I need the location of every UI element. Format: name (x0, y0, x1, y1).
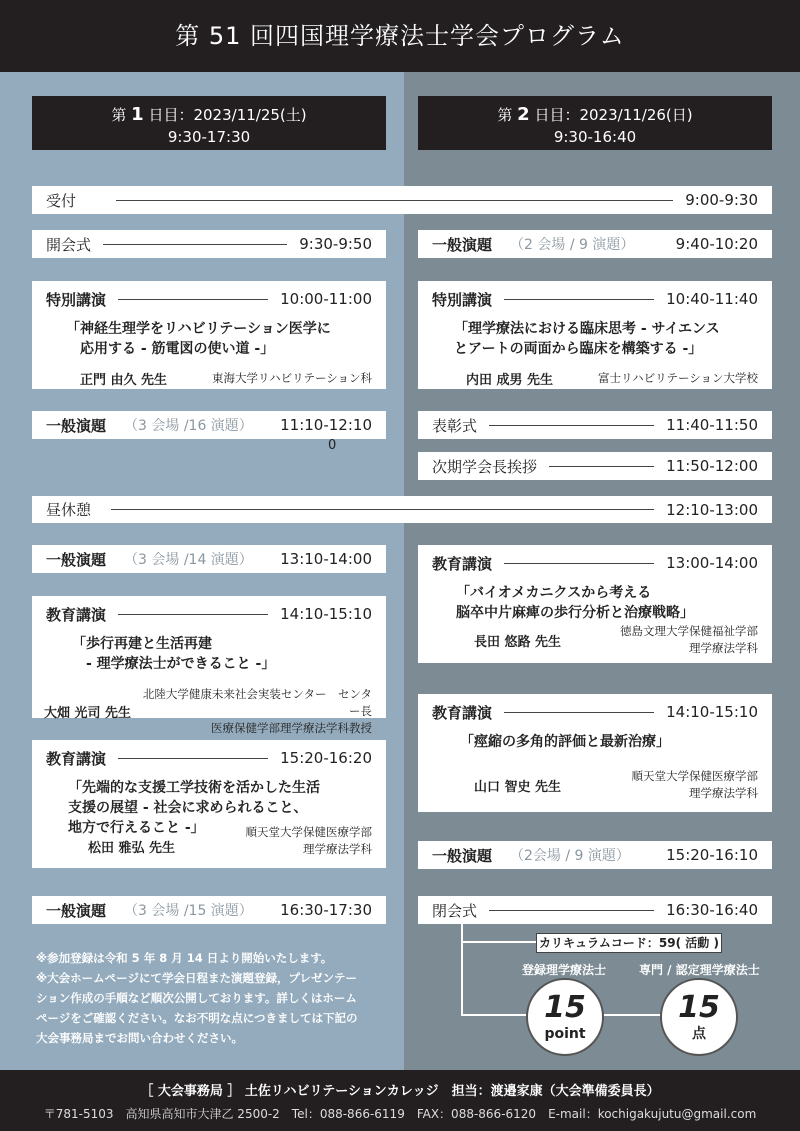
special-lecture-day2 (418, 281, 772, 389)
speaker-name: 松田 雅弘 先生 (88, 840, 176, 856)
footer (0, 1070, 800, 1131)
general-note: （2 会場 / 9 演題） (510, 237, 635, 253)
day2-date: 日目：2023/11/26(日) (534, 106, 693, 124)
specialist-pt-label: 専門 / 認定理学療法士 (639, 963, 760, 977)
points-number: 15 (678, 990, 720, 1025)
lunch-label: 昼休憩 (46, 501, 92, 519)
speaker-affiliation-line2: 医療保健学部理学療法学科教授 (211, 721, 372, 735)
general-session-3 (32, 896, 386, 924)
day2-general-session-2 (418, 841, 772, 869)
general-label: 一般演題 (46, 416, 107, 435)
general-label: 一般演題 (46, 550, 107, 569)
speaker-name: 大畑 光司 先生 (44, 706, 132, 721)
general-time: 11:10-12:10 (280, 416, 372, 434)
lunch-row (32, 496, 772, 523)
general-time: 15:20-16:10 (666, 846, 758, 864)
edu-label: 教育講演 (46, 749, 107, 768)
special-label: 特別講演 (432, 290, 493, 309)
edu-time: 13:00-14:00 (666, 554, 758, 572)
day2-prefix: 第 (497, 106, 513, 124)
points-unit: 点 (692, 1026, 706, 1042)
note-line: ※大会ホームページにて学会日程また演題登録，プレゼンテー (36, 971, 357, 985)
day2-general-session-1 (418, 230, 772, 258)
special-label: 特別講演 (46, 290, 107, 309)
closing-label: 閉会式 (432, 901, 478, 920)
special-time: 10:00-11:00 (280, 290, 372, 308)
edu-time: 14:10-15:10 (280, 605, 372, 623)
special-lecture-day1 (32, 281, 386, 389)
edu-title-line1: 「歩行再建と生活再建 (72, 636, 212, 652)
general-time: 9:40-10:20 (675, 235, 758, 253)
day1-number: 1 (131, 104, 144, 125)
edu-title-line1: 「バイオメカニクスから考える (456, 585, 652, 601)
points-number: 15 (544, 990, 586, 1025)
curriculum-code: カリキュラムコード：59( 活動 ) (536, 933, 722, 953)
general-note: （3 会場 /14 演題） (124, 552, 253, 568)
special-time: 10:40-11:40 (666, 290, 758, 308)
edu-title-line1: 「先端的な支援工学技術を活かした生活 (68, 780, 320, 796)
speaker-name: 山口 智史 先生 (474, 779, 562, 795)
note-line: ※参加登録は令和 5 年 8 月 14 日より開始いたします。 (36, 951, 333, 965)
points-unit: point (544, 1026, 586, 1042)
specialist-points-badge (660, 978, 738, 1056)
note-line: ページをご確認ください。なお不明な点につきましては下記の (36, 1011, 358, 1025)
special-title (32, 319, 386, 359)
day1-header (32, 96, 386, 150)
speaker-name: 長田 悠路 先生 (474, 634, 562, 650)
general-note: （3 会場 /15 演題） (124, 903, 253, 919)
edu-title-line2: 支援の展望 - 社会に求められること、 (68, 800, 308, 816)
footer-contact: 〒781-5103 高知県高知市大津乙 2500-2 Tel：088-866-6119 FAX：088-866-6120 E-mail：kochigakujutu@gmail.com (43, 1107, 757, 1121)
edu-title: 「痙縮の多角的評価と最新治療」 (460, 734, 670, 750)
speaker-affiliation: 東海大学リハビリテーション科 (212, 371, 372, 385)
reception-row (32, 186, 772, 214)
opening-time: 9:30-9:50 (299, 235, 372, 253)
edu-label: 教育講演 (46, 605, 107, 624)
speaker-name: 内田 成男 先生 (466, 373, 554, 388)
general-session-1 (32, 411, 386, 439)
general-note: （3 会場 /16 演題） (124, 418, 253, 434)
general-label: 一般演題 (46, 901, 107, 920)
general-note: （2会場 / 9 演題） (510, 848, 630, 864)
education-lecture-2 (32, 740, 386, 868)
closing-time: 16:30-16:40 (666, 901, 758, 919)
edu-label: 教育講演 (432, 703, 493, 722)
general-time: 13:10-14:00 (280, 550, 372, 568)
speaker-affiliation-line1: 順天堂大学保健医療学部 (245, 825, 372, 839)
special-title-line1: 「理学療法における臨床思考 - サイエンス (454, 321, 720, 337)
speaker-name: 正門 由久 先生 (80, 373, 168, 388)
day2-education-lecture-1 (418, 545, 772, 663)
day1-prefix: 第 (111, 106, 127, 124)
edu-time: 14:10-15:10 (666, 703, 758, 721)
speaker-affiliation-line1: 順天堂大学保健医療学部 (631, 769, 758, 783)
special-title-line1: 「神経生理学をリハビリテーション医学に (66, 321, 331, 337)
registration-notes (36, 948, 376, 1048)
day2-education-lecture-2 (418, 694, 772, 812)
edu-title-line3: 地方で行えること -」 (68, 820, 205, 836)
greeting-label: 次期学会長挨拶 (432, 457, 538, 476)
opening-label: 開会式 (46, 235, 92, 254)
day2-hours: 9:30-16:40 (553, 128, 637, 146)
edu-title-line2: - 理学療法士ができること -」 (86, 656, 276, 672)
general-session-2 (32, 545, 386, 573)
day2-header (418, 96, 772, 150)
day1-date: 日目：2023/11/25(土) (148, 106, 307, 124)
speaker-affiliation-line1: 北陸大学健康未来社会実装センター センター長 (142, 687, 372, 718)
note-line: 大会事務局までお問い合わせください。 (36, 1031, 243, 1045)
special-title-line2: とアートの両面から臨床を構築する -」 (454, 341, 703, 357)
registered-points-badge (526, 978, 604, 1056)
day1-hours: 9:30-17:30 (167, 128, 251, 146)
award-label: 表彰式 (432, 416, 478, 435)
note-line: ション作成の手順など順次公開しております。詳しくはホーム (36, 991, 357, 1005)
opening-row (32, 230, 386, 258)
speaker-affiliation-line2: 理学療法学科 (689, 641, 758, 655)
education-lecture-1 (32, 596, 386, 735)
registered-pt-label: 登録理学療法士 (522, 963, 607, 977)
footer-office: ［ 大会事務局 ］ 土佐リハビリテーションカレッジ 担当：渡邉家康（大会準備委員長） (140, 1084, 660, 1099)
speaker-affiliation-line2: 理学療法学科 (689, 786, 758, 800)
lunch-time: 12:10-13:00 (666, 500, 758, 519)
award-ceremony-row (418, 411, 772, 439)
edu-label: 教育講演 (432, 554, 493, 573)
speaker-affiliation-line1: 徳島文理大学保健福祉学部 (620, 624, 758, 638)
reception-time: 9:00-9:30 (685, 191, 758, 209)
speaker-affiliation: 富士リハビリテーション大学校 (598, 371, 758, 385)
general-label: 一般演題 (432, 235, 493, 254)
edu-title-line2: 脳卒中片麻痺の歩行分析と治療戦略」 (456, 605, 694, 621)
edu-time: 15:20-16:20 (280, 749, 372, 767)
greeting-time: 11:50-12:00 (666, 457, 758, 475)
special-title-line2: 応用する - 筋電図の使い道 -」 (80, 341, 275, 357)
stray-character: 0 (328, 438, 337, 453)
speaker-affiliation-line2: 理学療法学科 (303, 842, 372, 856)
award-time: 11:40-11:50 (666, 416, 758, 434)
page-title: 第 51 回四国理学療法士学会プログラム (0, 0, 800, 72)
reception-label: 受付 (46, 191, 77, 210)
general-time: 16:30-17:30 (280, 901, 372, 919)
general-label: 一般演題 (432, 846, 493, 865)
day2-number: 2 (517, 104, 530, 125)
president-greeting-row (418, 452, 772, 480)
